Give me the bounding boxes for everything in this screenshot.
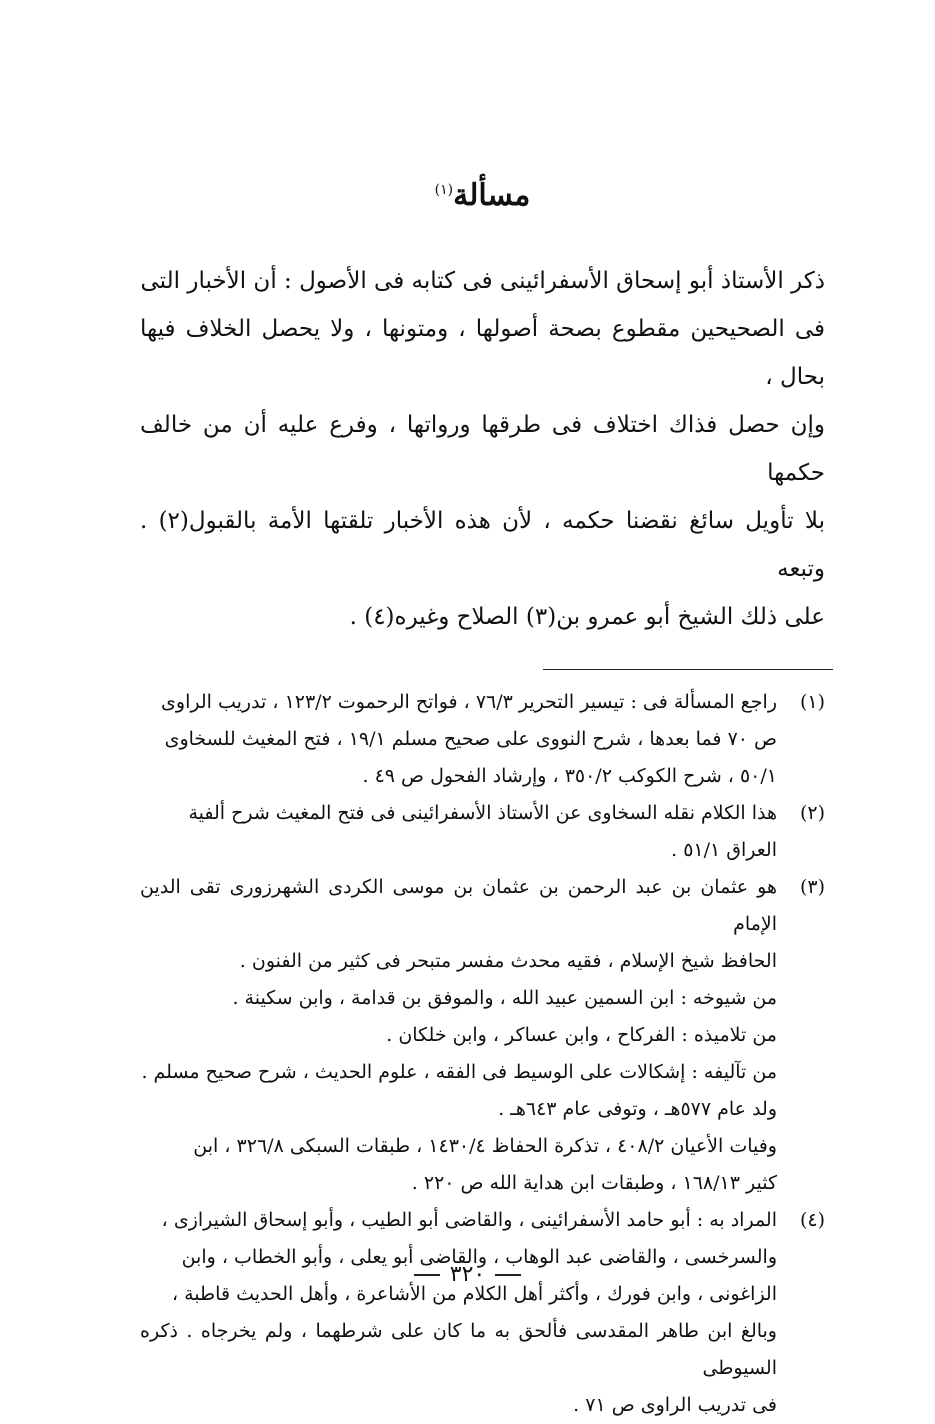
footnote-line: المراد به : أبو حامد الأسفرائينى ، والقاضى أبو الطيب ، وأبو إسحاق الشيرازى ،: [161, 1209, 777, 1231]
footnote-line: فى تدريب الراوى ص ٧١ .: [573, 1394, 777, 1416]
folio-dash: [414, 1274, 440, 1276]
footnote-line: وفيات الأعيان ٤٠٨/٢ ، تذكرة الحفاظ ١٤٣٠/٤ ، طبقات السبكى ٣٢٦/٨ ، ابن: [193, 1135, 777, 1157]
page-number-text: ٣٢٠: [449, 1262, 486, 1287]
footnote-line: هو عثمان بن عبد الرحمن بن عثمان بن موسى الكردى الشهرزورى تقى الدين الإمام: [140, 876, 777, 935]
heading-note-ref: (١): [434, 182, 454, 198]
folio-dash: [495, 1274, 521, 1276]
heading-title: مسألة: [453, 178, 531, 213]
footnote-line: من تآليفه : إشكالات على الوسيط فى الفقه ، علوم الحديث ، شرح صحيح مسلم .: [141, 1061, 777, 1083]
footnotes: [140, 684, 825, 1424]
footnote-line: من تلاميذه : الفركاح ، وابن عساكر ، وابن خلكان .: [386, 1024, 777, 1046]
footnote-number: (١): [799, 691, 825, 713]
footnote-number: (٤): [799, 1209, 825, 1231]
footnote-line: راجع المسألة فى : تيسير التحرير ٧٦/٣ ، فواتح الرحموت ١٢٣/٢ ، تدريب الراوى: [161, 691, 777, 713]
footnote-line: من شيوخه : ابن السمين عبيد الله ، والموفق بن قدامة ، وابن سكينة .: [232, 987, 777, 1009]
page-number: [0, 1262, 935, 1287]
footnote-line: ولد عام ٥٧٧هـ ، وتوفى عام ٦٤٣هـ .: [498, 1098, 777, 1120]
body-line: وإن حصل فذاك اختلاف فى طرقها ورواتها ، وفرع عليه أن من خالف حكمها: [140, 412, 825, 486]
footnote-line: ٥٠/١ ، شرح الكوكب ٣٥٠/٢ ، وإرشاد الفحول ص ٤٩ .: [362, 765, 777, 787]
footnote-4: [140, 1202, 825, 1424]
body-line: ذكر الأستاذ أبو إسحاق الأسفرائينى فى كتابه فى الأصول : أن الأخبار التى: [140, 268, 825, 294]
body-line: على ذلك الشيخ أبو عمرو بن(٣) الصلاح وغيره(٤) .: [349, 604, 825, 630]
footnote-2: [140, 795, 825, 869]
body-line: بلا تأويل سائغ نقضنا حكمه ، لأن هذه الأخبار تلقتها الأمة بالقبول(٢) . وتبعه: [140, 508, 825, 582]
footnote-text: [140, 869, 777, 1202]
footnote-line: والسرخسى ، والقاضى عبد الوهاب ، والقاضى أبو يعلى ، وأبو الخطاب ، وابن: [181, 1246, 777, 1268]
body-line: فى الصحيحين مقطوع بصحة أصولها ، ومتونها ، ولا يحصل الخلاف فيها بحال ،: [140, 316, 825, 390]
footnote-text: [140, 684, 777, 795]
footnote-number: (٢): [799, 802, 825, 824]
section-heading: [140, 175, 825, 217]
footnote-line: الحافظ شيخ الإسلام ، فقيه محدث مفسر متبحر فى كثير من الفنون .: [239, 950, 777, 972]
footnote-line: وبالغ ابن طاهر المقدسى فألحق به ما كان على شرطهما ، ولم يخرجاه . ذكره السيوطى: [140, 1320, 777, 1379]
footnote-text: [140, 795, 777, 869]
footnote-number: (٣): [799, 876, 825, 898]
footnote-text: [140, 1202, 777, 1424]
footnote-1: [140, 684, 825, 795]
footnote-line: هذا الكلام نقله السخاوى عن الأستاذ الأسفرائينى فى فتح المغيث شرح ألفية: [188, 802, 777, 824]
footnote-line: الزاغونى ، وابن فورك ، وأكثر أهل الكلام من الأشاعرة ، وأهل الحديث قاطبة ،: [171, 1283, 777, 1305]
footnote-line: كثير ١٦٨/١٣ ، وطبقات ابن هداية الله ص ٢٢٠ .: [411, 1172, 777, 1194]
footnote-3: [140, 869, 825, 1202]
footnote-line: ص ٧٠ فما بعدها ، شرح النووى على صحيح مسلم ١٩/١ ، فتح المغيث للسخاوى: [164, 728, 777, 750]
footnote-line: العراق ٥١/١ .: [671, 839, 777, 861]
main-text: [140, 257, 825, 641]
footnote-divider: [543, 669, 833, 670]
